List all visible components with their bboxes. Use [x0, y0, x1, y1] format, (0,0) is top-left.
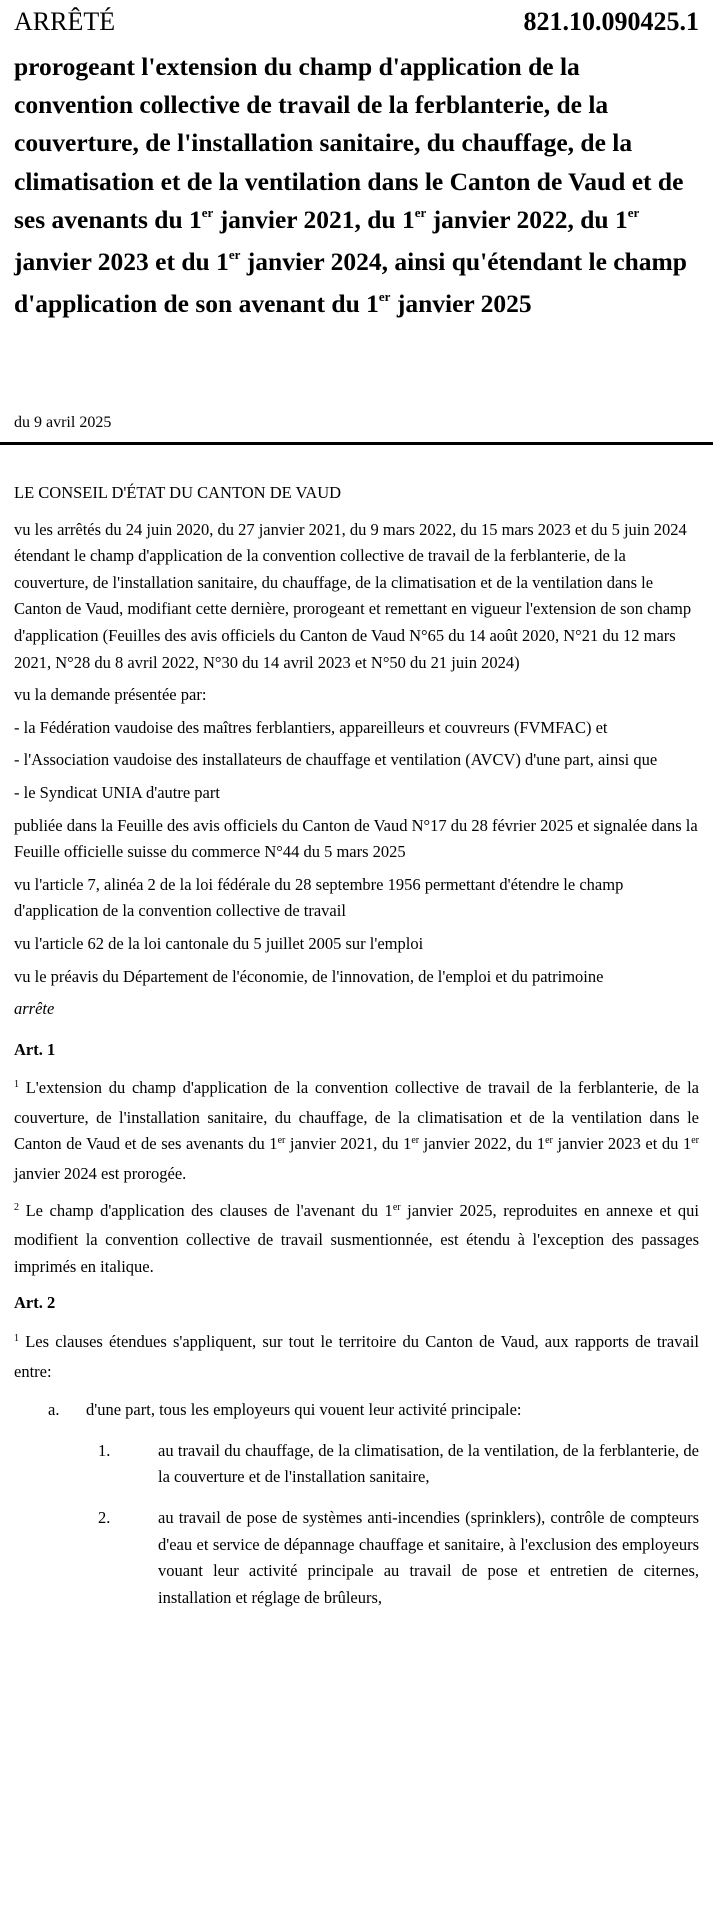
article-1-alinea-1: $^1$ L'extension du champ d'application de la convention collective de travail de la ferblanterie, de la couverture, de l'installation sanitaire, du chauffage, de la climatisation et de la ventilation dans le Canton de Vaud et de ses avenants du 1er janvier 2021, du 1er janvier 2022, du 1er janvier 2023 et du 1er janvier 2024 est prorogée. — [14, 1078, 699, 1184]
preamble-party-fvmfac: - la Fédération vaudoise des maîtres ferblantiers, appareilleurs et couvreurs (FVMFAC) et — [14, 717, 608, 737]
document-header — [14, 4, 699, 40]
list-item-1 — [86, 1438, 699, 1491]
preamble-vu-preavis: vu le préavis du Département de l'économie, de l'innovation, de l'emploi et du patrimoine — [14, 966, 604, 986]
article-2-heading: Art. 2 — [14, 1293, 56, 1313]
list-label: 1. — [98, 1440, 111, 1460]
preamble-publication: publiée dans la Feuille des avis officiels du Canton de Vaud N°17 du 28 février 2025 et signalée dans la Feuille officielle suisse du commerce N°44 du 5 mars 2025 — [14, 815, 698, 862]
list-text: d'une part, tous les employeurs qui vouent leur activité principale: — [86, 1400, 522, 1420]
list-label: 2. — [98, 1508, 111, 1527]
list-label: a. — [48, 1400, 60, 1420]
preamble-party-avcv: - l'Association vaudoise des installateurs de chauffage et ventilation (AVCV) d'une part, ainsi que — [14, 750, 658, 770]
list-text: au travail de pose de systèmes anti-incendies (sprinklers), contrôle de compteurs d'eau et service de dépannage chauffage et sanitaire, à l'exclusion des employeurs vouant leur activité principale au travail de pose et entretien de citernes, installation et réglage de brûleurs, — [158, 1508, 699, 1607]
document-type: ARRÊTÉ — [14, 7, 116, 36]
preamble-vu-demande: vu la demande présentée par: — [14, 685, 207, 705]
list-text: au travail du chauffage, de la climatisation, de la ventilation, de la ferblanterie, de la couverture et de l'installation sanitaire, — [158, 1440, 699, 1487]
document-date: du 9 avril 2025 — [14, 414, 112, 431]
article-2-alinea-1: $^1$ Les clauses étendues s'appliquent, sur tout le territoire du Canton de Vaud, aux rapports de travail entre: — [14, 1332, 699, 1381]
preamble-vu-loi-federale: vu l'article 7, alinéa 2 de la loi fédérale du 28 septembre 1956 permettant d'étendre le champ d'application de la convention collective de travail — [14, 874, 624, 921]
preamble-vu-loi-cantonale: vu l'article 62 de la loi cantonale du 5 juillet 2005 sur l'emploi — [14, 933, 424, 953]
list-item-a — [14, 1397, 699, 1424]
issuing-authority: LE CONSEIL D'ÉTAT DU CANTON DE VAUD — [14, 483, 342, 502]
document-title: prorogeant l'extension du champ d'application de la convention collective de travail de la ferblanterie, de la couverture, de l'installation sanitaire, du chauffage, de la climatisation et de la ventilation dans le Canton de Vaud et de ses avenants du 1er janvier 2021, du 1er janvier 2022, du 1er janvier 2023 et du 1er janvier 2024, ainsi qu'étendant le champ d'application de son avenant du 1er janvier 2025 — [14, 52, 687, 319]
arrete-label: arrête — [14, 999, 55, 1019]
document-number: 821.10.090425.1 — [523, 7, 699, 36]
document-body — [14, 480, 699, 1625]
list-item-2 — [86, 1505, 699, 1611]
article-1-alinea-2: $^2$ Le champ d'application des clauses de l'avenant du 1er janvier 2025, reproduites en annexe et qui modifient la convention collective de travail susmentionnée, est étendu à l'exception des passages imprimés en italique. — [14, 1200, 699, 1276]
preamble-party-unia: - le Syndicat UNIA d'autre part — [14, 782, 220, 802]
preamble-vu-arretes: vu les arrêtés du 24 juin 2020, du 27 janvier 2021, du 9 mars 2022, du 15 mars 2023 et du 5 juin 2024 étendant le champ d'application de la convention collective de travail de la ferblanterie, de la couverture, de l'installation sanitaire, du chauffage, de la climatisation et de la ventilation dans le Canton de Vaud, modifiant cette dernière, prorogeant et remettant en vigueur l'extension de son champ d'application (Feuilles des avis officiels du Canton de Vaud N°65 du 14 août 2020, N°21 du 12 mars 2021, N°28 du 8 avril 2022, N°30 du 14 avril 2023 et N°50 du 21 juin 2024) — [14, 519, 692, 672]
divider — [0, 442, 713, 445]
article-1-heading: Art. 1 — [14, 1039, 56, 1059]
